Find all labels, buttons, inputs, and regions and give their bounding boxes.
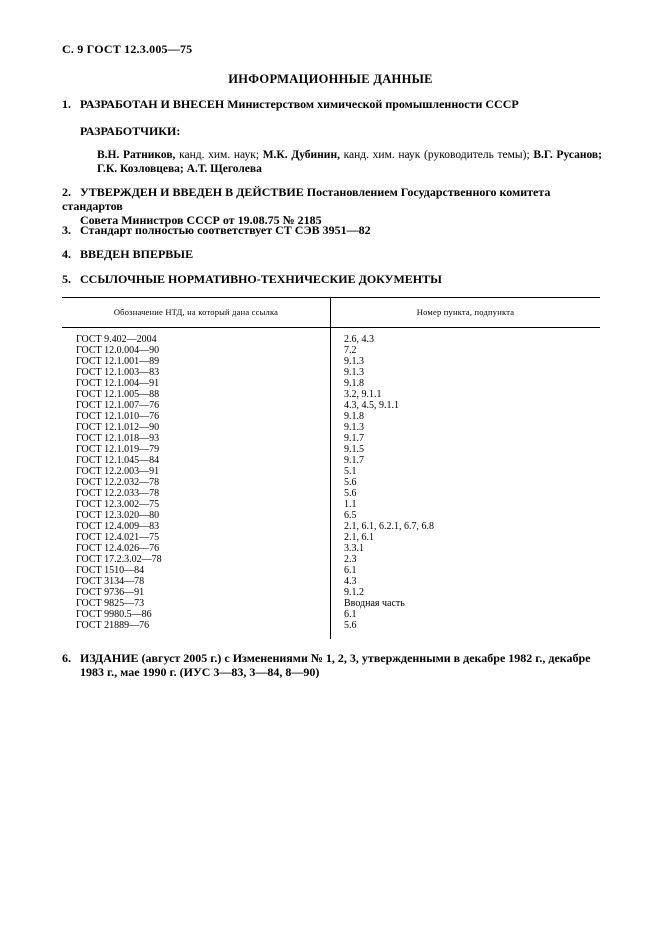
table-cell-document: ГОСТ 12.1.003—83: [76, 367, 160, 378]
table-header-clause: Номер пункта, подпункта: [416, 307, 515, 317]
table-cell-clause: 9.1.2: [344, 587, 364, 598]
developer-1-name: В.Н. Ратников,: [97, 149, 176, 161]
section-4-text: ВВЕДЕН ВПЕРВЫЕ: [80, 247, 194, 261]
table-cell-clause: 2.6, 4.3: [344, 334, 374, 345]
section-1-number: 1.: [62, 97, 71, 111]
table-cell-clause: 5.6: [344, 488, 357, 499]
developer-2-desc: канд. хим. наук (руководитель темы);: [339, 149, 534, 161]
table-cell-clause: 3.2, 9.1.1: [344, 389, 382, 400]
developer-3-names: В.Г. Русанов; Г.К. Козловцева; А.Т. Щеголева: [97, 149, 602, 175]
developers-label: РАЗРАБОТЧИКИ:: [80, 124, 181, 138]
table-cell-document: ГОСТ 12.1.005—88: [76, 389, 160, 400]
section-6-number: 6.: [62, 651, 71, 665]
table-cell-document: ГОСТ 12.1.019—79: [76, 444, 160, 455]
table-cell-document: ГОСТ 21889—76: [76, 620, 150, 631]
developer-1-desc: канд. хим. наук;: [175, 149, 263, 161]
table-cell-clause: 5.6: [344, 477, 357, 488]
section-2-line-1: УТВЕРЖДЕН И ВВЕДЕН В ДЕЙСТВИЕ Постановлением Государственного комитета стандартов: [62, 185, 551, 213]
table-cell-clause: 9.1.8: [344, 411, 364, 422]
section-5: [62, 272, 602, 286]
page-header: С. 9 ГОСТ 12.3.005—75: [62, 42, 193, 56]
table-cell-document: ГОСТ 12.4.009—83: [76, 521, 160, 532]
section-4-number: 4.: [62, 247, 71, 261]
developer-2-name: М.К. Дубинин,: [262, 149, 340, 161]
section-5-text: ССЫЛОЧНЫЕ НОРМАТИВНО-ТЕХНИЧЕСКИЕ ДОКУМЕНТЫ: [80, 272, 442, 286]
table-cell-clause: 9.1.3: [344, 422, 364, 433]
table-column-divider: [330, 297, 331, 639]
section-4: [62, 247, 602, 261]
table-column-clauses: [344, 334, 434, 631]
table-cell-document: ГОСТ 12.1.010—76: [76, 411, 160, 422]
table-cell-clause: 6.1: [344, 609, 357, 620]
table-cell-clause: 9.1.5: [344, 444, 364, 455]
table-cell-document: ГОСТ 12.3.020—80: [76, 510, 160, 521]
table-column-documents: [76, 334, 162, 631]
table-cell-clause: 7.2: [344, 345, 357, 356]
table-cell-document: ГОСТ 12.2.032—78: [76, 477, 160, 488]
table-cell-document: ГОСТ 12.4.026—76: [76, 543, 160, 554]
table-cell-document: ГОСТ 9825—73: [76, 598, 145, 609]
section-2-line-2: Совета Министров СССР от 19.08.75 № 2185: [80, 213, 322, 227]
section-6: [62, 651, 602, 679]
table-cell-document: ГОСТ 9736—91: [76, 587, 145, 598]
section-5-number: 5.: [62, 272, 71, 286]
table-cell-clause: 9.1.3: [344, 356, 364, 367]
document-title: ИНФОРМАЦИОННЫЕ ДАННЫЕ: [228, 72, 433, 86]
table-header-document: Обозначение НТД, на который дана ссылка: [113, 307, 279, 317]
table-cell-clause: 1.1: [344, 499, 357, 510]
table-cell-clause: 6.5: [344, 510, 357, 521]
table-cell-document: ГОСТ 9980.5—86: [76, 609, 152, 620]
table-cell-clause: 9.1.7: [344, 433, 364, 444]
table-cell-document: ГОСТ 12.4.021—75: [76, 532, 160, 543]
section-2-number: 2.: [62, 185, 71, 199]
table-header-rule: [62, 327, 600, 328]
section-1: [62, 97, 602, 111]
table-cell-clause: 3.3.1: [344, 543, 364, 554]
table-cell-clause: 2.3: [344, 554, 357, 565]
table-top-rule: [62, 297, 600, 298]
table-cell-document: ГОСТ 12.1.012—90: [76, 422, 160, 433]
table-cell-document: ГОСТ 9.402—2004: [76, 334, 157, 345]
references-table: [62, 297, 600, 639]
table-cell-document: ГОСТ 12.3.002—75: [76, 499, 160, 510]
table-cell-clause: 2.1, 6.1, 6.2.1, 6.7, 6.8: [344, 521, 434, 532]
table-cell-document: ГОСТ 12.1.007—76: [76, 400, 160, 411]
table-cell-document: ГОСТ 3134—78: [76, 576, 145, 587]
table-cell-document: ГОСТ 12.0.004—90: [76, 345, 160, 356]
table-cell-document: ГОСТ 12.1.001—89: [76, 356, 160, 367]
table-cell-clause: 6.1: [344, 565, 357, 576]
table-cell-clause: 9.1.8: [344, 378, 364, 389]
developers-list: [97, 148, 602, 176]
table-cell-clause: 4.3, 4.5, 9.1.1: [344, 400, 399, 411]
table-cell-document: ГОСТ 12.2.033—78: [76, 488, 160, 499]
table-cell-clause: 9.1.7: [344, 455, 364, 466]
section-3-text: Стандарт полностью соответствует СТ СЭВ 3951—82: [80, 223, 371, 237]
section-3-number: 3.: [62, 223, 71, 237]
section-6-line-1: ИЗДАНИЕ (август 2005 г.) с Изменениями № 1, 2, 3, утвержденными в декабре 1982 г., декабре: [80, 651, 591, 665]
section-2: [62, 185, 602, 227]
table-cell-clause: 5.6: [344, 620, 357, 631]
section-3: [62, 223, 602, 237]
table-cell-clause: 4.3: [344, 576, 357, 587]
table-cell-document: ГОСТ 12.2.003—91: [76, 466, 160, 477]
table-cell-document: ГОСТ 17.2.3.02—78: [76, 554, 162, 565]
table-cell-document: ГОСТ 12.1.045—84: [76, 455, 160, 466]
table-cell-document: ГОСТ 1510—84: [76, 565, 145, 576]
section-6-line-2: 1983 г., мае 1990 г. (ИУС 3—83, 3—84, 8—90): [80, 665, 320, 679]
table-cell-clause: 5.1: [344, 466, 357, 477]
table-cell-clause: Вводная часть: [344, 598, 405, 609]
table-cell-document: ГОСТ 12.1.018—93: [76, 433, 160, 444]
section-1-text: РАЗРАБОТАН И ВНЕСЕН Министерством химической промышленности СССР: [80, 97, 519, 111]
table-cell-clause: 2.1, 6.1: [344, 532, 374, 543]
table-cell-clause: 9.1.3: [344, 367, 364, 378]
table-cell-document: ГОСТ 12.1.004—91: [76, 378, 160, 389]
